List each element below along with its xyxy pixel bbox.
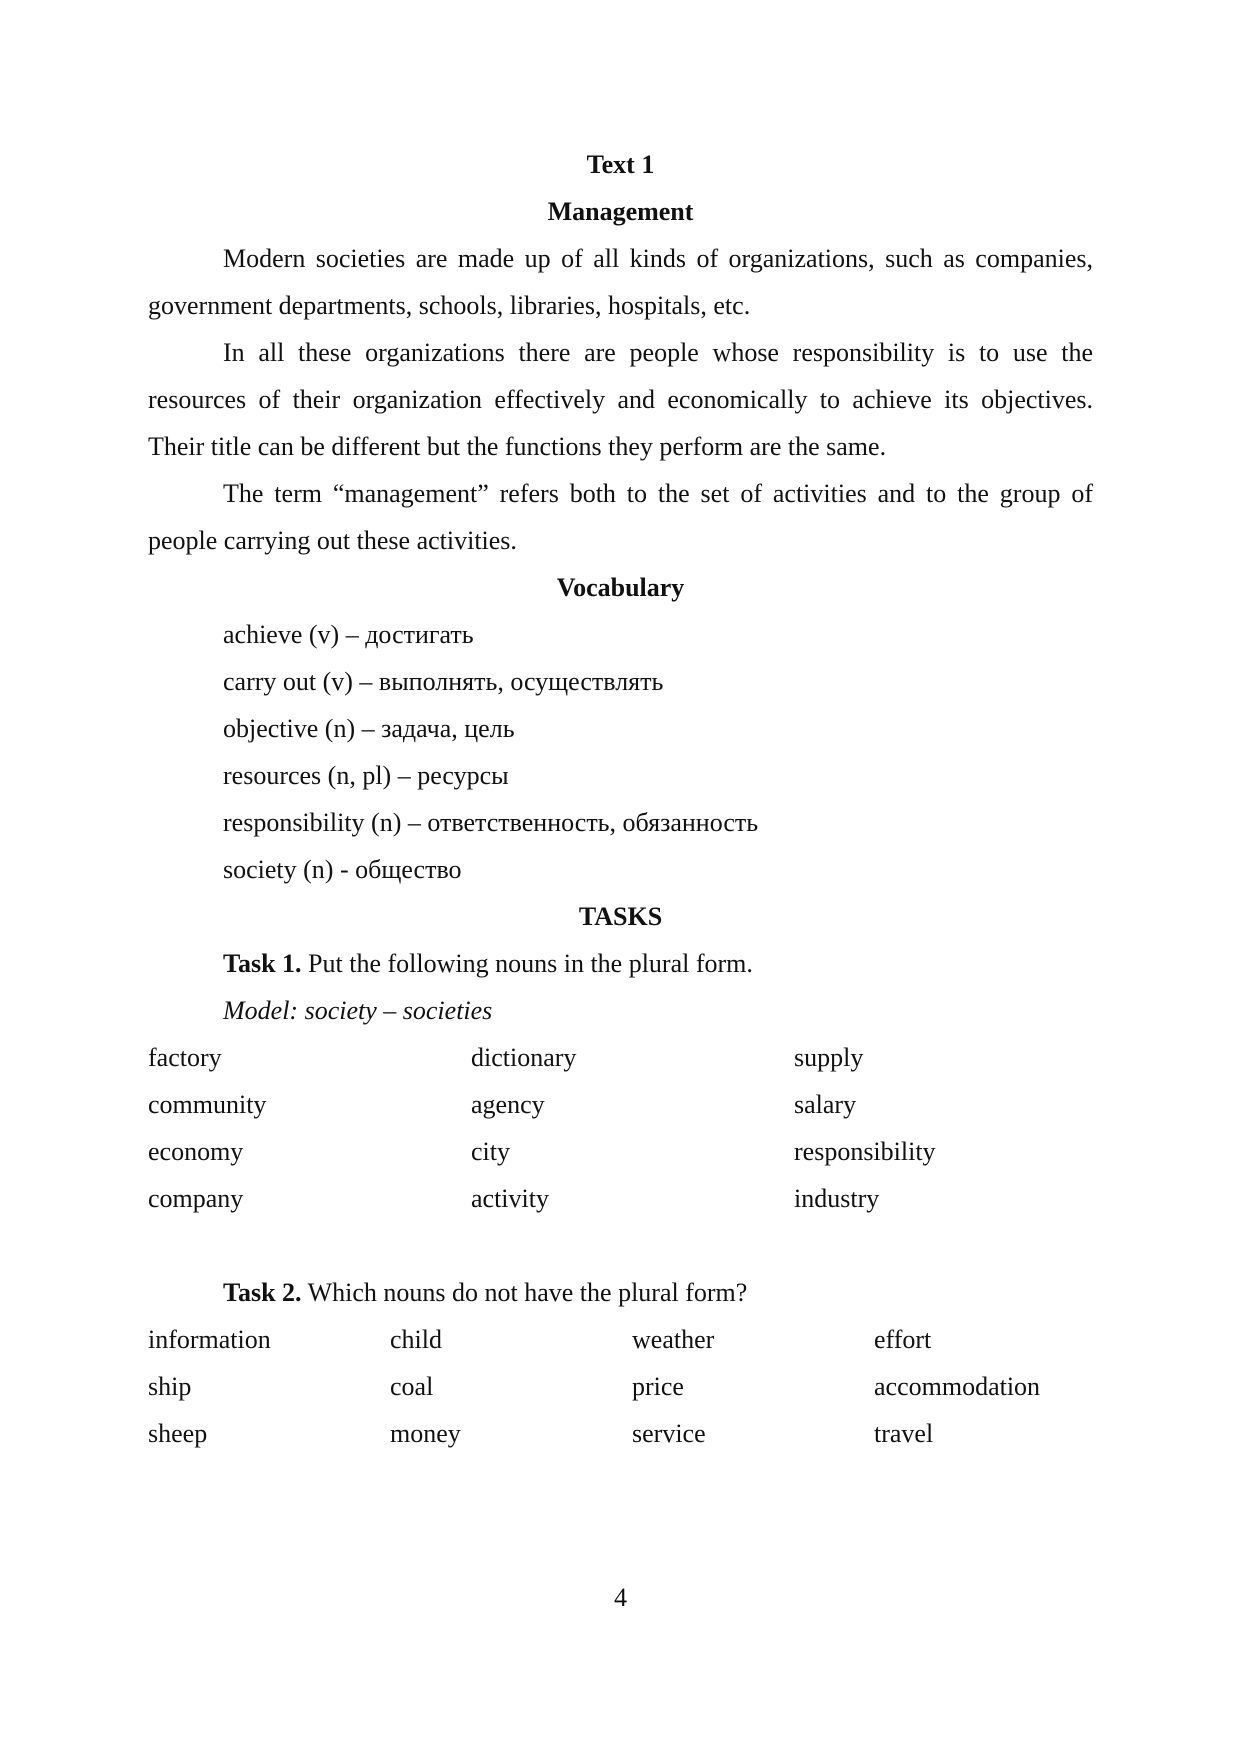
- page-content: [148, 141, 1093, 1457]
- section-title: Management: [547, 197, 694, 226]
- task1-text: Put the following nouns in the plural form.: [301, 949, 753, 978]
- paragraph: The term “management” refers both to the set of activities and to the group of people carrying out these activities.: [148, 479, 1093, 555]
- word-cell: service: [632, 1419, 706, 1448]
- word-cell: sheep: [148, 1419, 208, 1448]
- word-cell: agency: [471, 1090, 545, 1119]
- tasks-heading: TASKS: [578, 902, 663, 931]
- word-cell: money: [390, 1419, 461, 1448]
- word-cell: factory: [148, 1043, 222, 1072]
- spacer: [148, 1222, 1093, 1269]
- word-cell: coal: [390, 1372, 434, 1401]
- task2-text: Which nouns do not have the plural form?: [301, 1278, 748, 1307]
- vocabulary-item: objective (n) – задача, цель: [223, 714, 515, 743]
- word-cell: supply: [794, 1043, 864, 1072]
- word-cell: information: [148, 1325, 271, 1354]
- word-cell: industry: [794, 1184, 880, 1213]
- word-cell: accommodation: [874, 1372, 1041, 1401]
- word-cell: community: [148, 1090, 267, 1119]
- page-number: 4: [614, 1583, 627, 1612]
- paragraph: In all these organizations there are people whose responsibility is to use the resources of their organization effectively and economically to achieve its objectives. Their title can be different but the functions they perform are the same.: [148, 338, 1093, 461]
- word-cell: travel: [874, 1419, 934, 1448]
- task2-word-grid: [148, 1316, 1093, 1457]
- word-cell: responsibility: [794, 1137, 936, 1166]
- task1-word-grid: [148, 1034, 1093, 1222]
- word-cell: economy: [148, 1137, 244, 1166]
- word-cell: company: [148, 1184, 244, 1213]
- vocabulary-item: responsibility (n) – ответственность, обязанность: [223, 808, 759, 837]
- task1-label: Task 1.: [223, 949, 302, 978]
- vocabulary-item: society (n) - общество: [223, 855, 462, 884]
- vocabulary-item: achieve (v) – достигать: [223, 620, 474, 649]
- word-cell: dictionary: [471, 1043, 577, 1072]
- word-cell: salary: [794, 1090, 857, 1119]
- paragraph: Modern societies are made up of all kinds of organizations, such as companies, government departments, schools, libraries, hospitals, etc.: [148, 244, 1093, 320]
- vocabulary-list: [148, 611, 1093, 893]
- word-cell: effort: [874, 1325, 932, 1354]
- word-cell: city: [471, 1137, 510, 1166]
- word-cell: weather: [632, 1325, 715, 1354]
- vocabulary-heading: Vocabulary: [556, 573, 685, 602]
- task2-instruction: [148, 1269, 1093, 1316]
- task1-model: Model: society – societies: [223, 996, 493, 1025]
- word-cell: ship: [148, 1372, 192, 1401]
- vocabulary-item: carry out (v) – выполнять, осуществлять: [223, 667, 664, 696]
- text-title: Text 1: [586, 150, 655, 179]
- word-cell: child: [390, 1325, 442, 1354]
- task1-instruction: [148, 940, 1093, 987]
- vocabulary-item: resources (n, pl) – ресурсы: [223, 761, 509, 790]
- task2-label: Task 2.: [223, 1278, 302, 1307]
- word-cell: price: [632, 1372, 684, 1401]
- word-cell: activity: [471, 1184, 549, 1213]
